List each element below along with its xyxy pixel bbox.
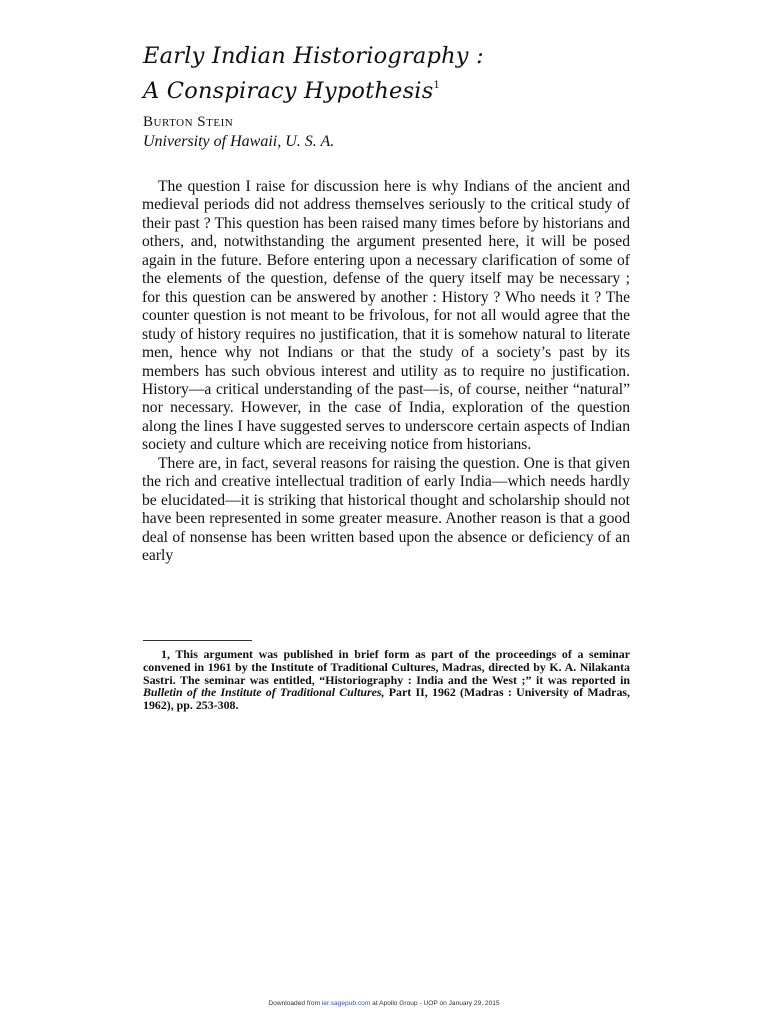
title-line-2-text: A Conspiracy Hypothesis: [143, 78, 434, 104]
download-suffix: at Apollo Group - UOP on January 29, 2015: [372, 1000, 500, 1007]
body-paragraph: The question I raise for discussion here is why Indians of the ancient and medieval periods did not address themselves seriously to the critical study of their past ? This question has been raised many times before by historians and others, and, notwithstanding the argument presented here, it will be posed again in the future. Before entering upon a necessary clarification of some of the elements of the question, defense of the query itself may be necessary ; for this question can be answered by another : History ? Who needs it ? The counter question is not meant to be frivolous, for not all would agree that the study of history requires no justification, that it is somehow natural to literate men, hence why not Indians or that the study of a society’s past by its members has such obvious interest and utility as to require no justification. History—a critical understanding of the past—is, of course, neither “natural” nor necessary. However, in the case of India, exploration of the question along the lines I have suggested serves to underscore certain aspects of Indian society and culture which are receiving notice from historians.: [142, 178, 630, 454]
article-title: [143, 42, 643, 106]
footnote-text-part: Part II, 1962 (Madras : University of Madras, 1962), pp. 253-308.: [143, 685, 630, 713]
footnote-reference: 1: [433, 80, 441, 91]
author-name: Burton Stein: [143, 114, 234, 130]
download-notice: [0, 1000, 768, 1007]
title-line-1: Early Indian Historiography :: [143, 43, 484, 69]
footnote-divider: [143, 640, 252, 641]
body-paragraph: There are, in fact, several reasons for raising the question. One is that given the rich and creative intellectual tradition of early India—which needs hardly be elucidated—it is striking that historical thought and scholarship should not have been represented in some greater measure. Another reason is that a good deal of nonsense has been written based upon the absence or deficiency of an early: [142, 454, 630, 565]
article-body: [142, 178, 630, 566]
footnote-text: [143, 648, 630, 712]
download-prefix: Downloaded from: [268, 1000, 321, 1007]
footnote-text-part: This argument was published in brief form as part of the proceedings of a seminar convened in 1961 by the Institute of Traditional Cultures, Madras, directed by K. A. Nilakanta Sastri. The seminar was entitled, “Historiography : India and the West ;” it was reported in: [143, 647, 631, 687]
download-source-link[interactable]: ier.sagepub.com: [321, 1000, 371, 1007]
footnote-journal-title: Bulletin of the Institute of Traditional Cultures,: [143, 685, 385, 700]
footnote-marker: 1,: [161, 647, 170, 661]
title-line-2: [143, 71, 643, 106]
footnote: [143, 648, 630, 712]
author-affiliation: University of Hawaii, U. S. A.: [143, 133, 335, 150]
